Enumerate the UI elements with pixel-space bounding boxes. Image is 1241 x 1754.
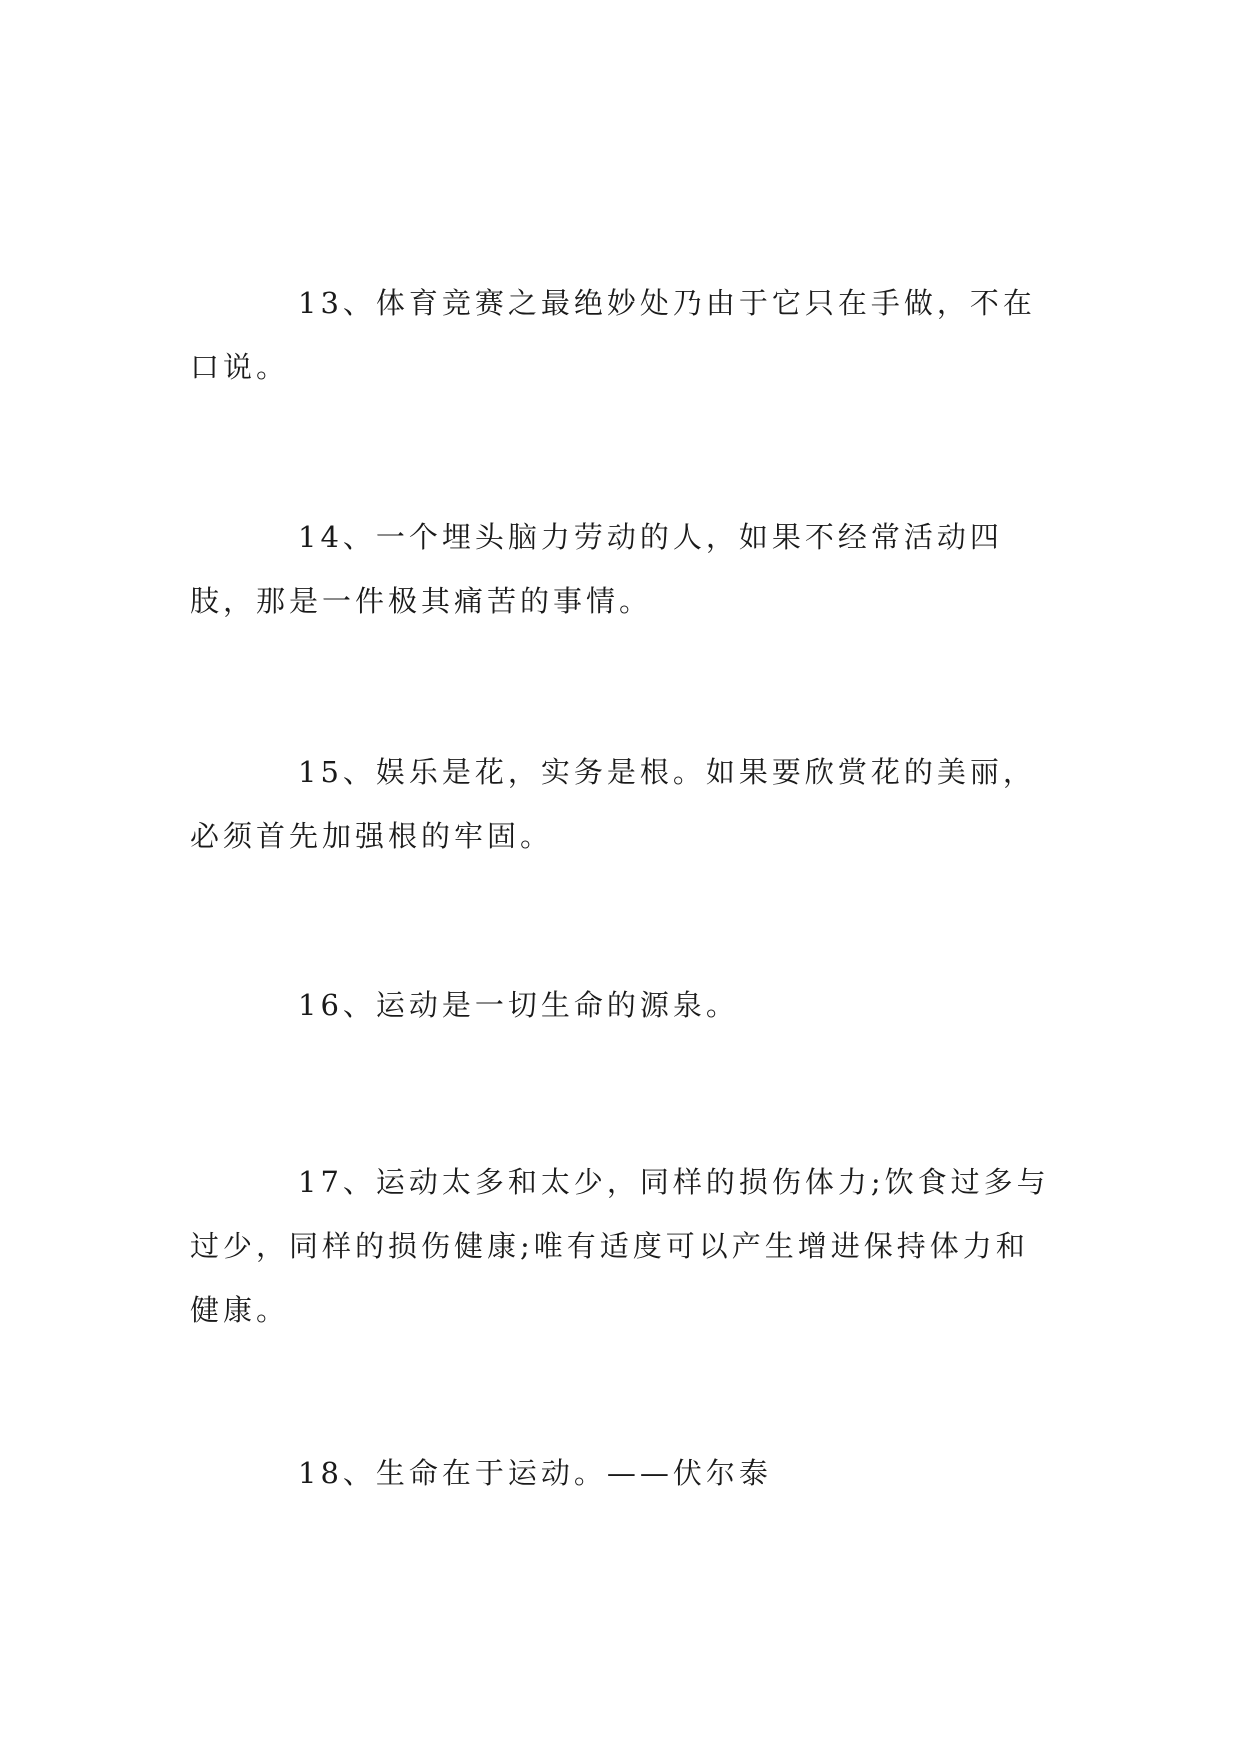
quote-17: 17、运动太多和太少，同样的损伤体力;饮食过多与过少，同样的损伤健康;唯有适度可以产生增进保持体力和健康。: [190, 1165, 1050, 1327]
quote-15: 15、娱乐是花，实务是根。如果要欣赏花的美丽，必须首先加强根的牢固。: [190, 755, 1036, 853]
quote-16: 16、运动是一切生命的源泉。: [298, 988, 739, 1022]
quote-13: 13、体育竞赛之最绝妙处乃由于它只在手做，不在口说。: [190, 286, 1036, 384]
quote-18: 18、生命在于运动。——伏尔泰: [298, 1456, 772, 1490]
quote-14: 14、一个埋头脑力劳动的人，如果不经常活动四肢，那是一件极其痛苦的事情。: [190, 520, 1003, 618]
